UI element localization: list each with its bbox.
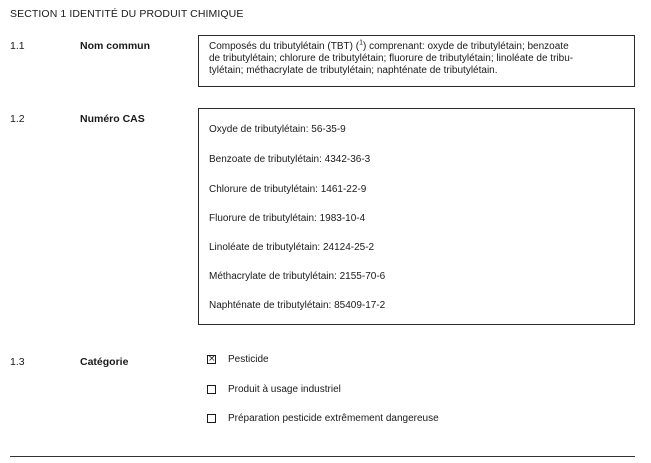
cas-entry: Naphténate de tributylétain: 85409-17-2 <box>209 300 386 311</box>
checkbox-checked-icon[interactable]: × <box>208 354 216 364</box>
cas-entry: Oxyde de tributylétain: 56-35-9 <box>209 124 346 135</box>
category-option-label: Produit à usage industriel <box>228 384 341 395</box>
cas-box <box>198 108 635 325</box>
cas-entry: Méthacrylate de tributylétain: 2155-70-6 <box>209 271 386 282</box>
bottom-divider <box>10 456 635 457</box>
category-number: 1.3 <box>10 356 25 368</box>
checkbox-icon[interactable] <box>207 385 216 394</box>
category-label: Catégorie <box>80 356 129 368</box>
common-name-line-2: de tributylétain; chlorure de tributylétain; fluorure de tributylétain; linoléate de tribu- <box>209 53 574 64</box>
common-name-line-1 <box>209 41 624 53</box>
category-option-label: Préparation pesticide extrêmement dangereuse <box>228 413 439 424</box>
cas-label: Numéro CAS <box>80 113 145 125</box>
cas-entry: Fluorure de tributylétain: 1983-10-4 <box>209 213 366 224</box>
common-name-label: Nom commun <box>80 40 151 52</box>
common-name-number: 1.1 <box>10 40 25 52</box>
category-option-industrial[interactable] <box>207 384 341 395</box>
cas-entry: Linoléate de tributylétain: 24124-25-2 <box>209 242 375 253</box>
common-name-line-1-pre: Composés du tributylétain (TBT) ( <box>209 41 360 52</box>
common-name-box <box>198 35 635 87</box>
cas-entry: Chlorure de tributylétain: 1461-22-9 <box>209 184 367 195</box>
checkbox-icon[interactable] <box>207 414 216 423</box>
category-option-pesticide[interactable] <box>207 354 269 365</box>
section-title: SECTION 1 IDENTITÉ DU PRODUIT CHIMIQUE <box>10 8 244 20</box>
cas-entry: Benzoate de tributylétain: 4342-36-3 <box>209 154 371 165</box>
category-option-label: Pesticide <box>228 354 269 365</box>
category-option-hazardous[interactable] <box>207 413 439 424</box>
common-name-line-1-post: ) comprenant: oxyde de tributylétain; benzoate <box>362 41 569 52</box>
footnote-ref: 1 <box>359 39 363 47</box>
cas-number: 1.2 <box>10 113 25 125</box>
common-name-line-3: tylétain; méthacrylate de tributylétain; naphténate de tributylétain. <box>209 65 498 76</box>
